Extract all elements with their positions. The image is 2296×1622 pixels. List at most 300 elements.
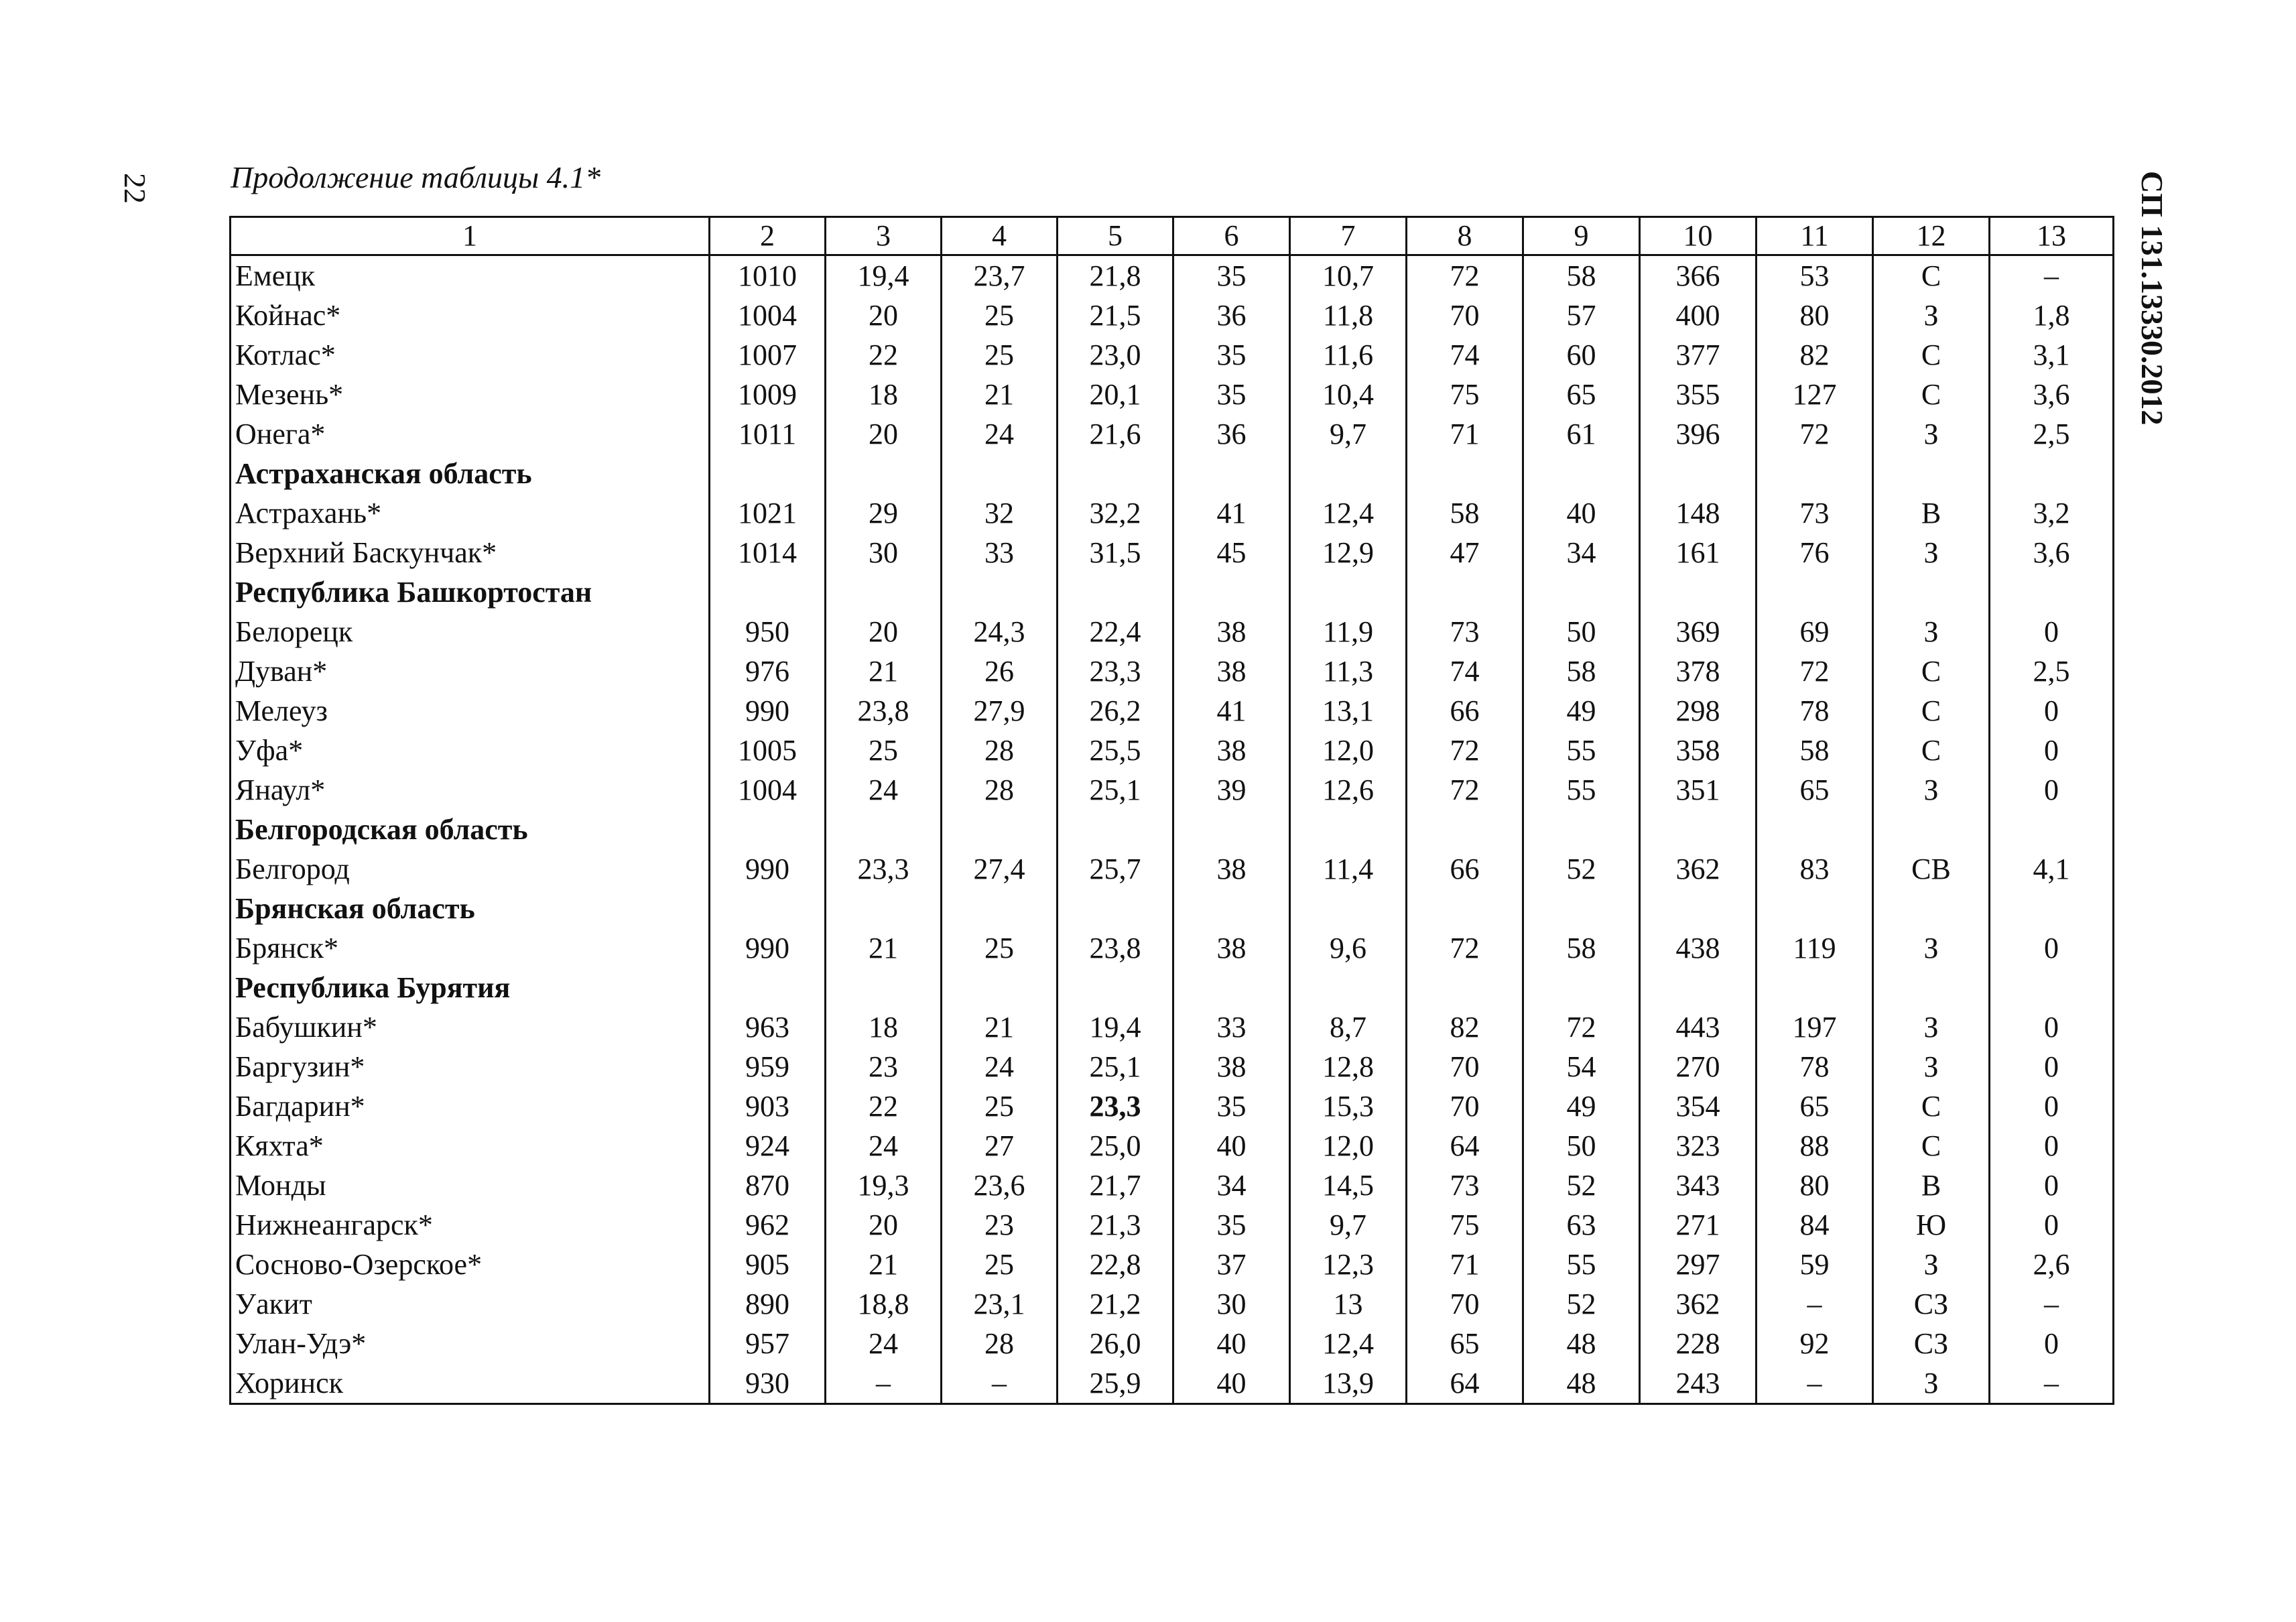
table-row (231, 1007, 2114, 1047)
cell-col-11 (1757, 889, 1873, 928)
cell-col-4: – (942, 1363, 1058, 1404)
table-row (231, 1126, 2114, 1166)
cell-col-12: С (1873, 375, 1990, 414)
cell-col-5: 21,6 (1058, 414, 1173, 454)
region-name: Астраханская область (231, 454, 710, 493)
cell-col-3: 23,3 (826, 849, 942, 889)
cell-col-10: 228 (1640, 1324, 1757, 1363)
cell-col-9: 49 (1523, 1086, 1640, 1126)
cell-col-12: З (1873, 1047, 1990, 1086)
cell-col-11: 73 (1757, 493, 1873, 533)
cell-col-6: 36 (1173, 296, 1290, 335)
cell-col-7: 10,4 (1290, 375, 1407, 414)
station-name: Баргузин* (231, 1047, 710, 1086)
cell-col-7: 12,0 (1290, 731, 1407, 770)
column-header-4: 4 (942, 217, 1058, 255)
cell-col-6: 35 (1173, 335, 1290, 375)
cell-col-2 (710, 810, 826, 849)
cell-col-9 (1523, 454, 1640, 493)
cell-col-6 (1173, 572, 1290, 612)
cell-col-8: 70 (1407, 296, 1523, 335)
table-row (231, 1363, 2114, 1404)
cell-col-2: 870 (710, 1166, 826, 1205)
cell-col-4 (942, 810, 1058, 849)
table-caption: Продолжение таблицы 4.1* (231, 160, 601, 194)
cell-col-3: 20 (826, 612, 942, 651)
cell-col-4: 23,6 (942, 1166, 1058, 1205)
cell-col-3: 20 (826, 296, 942, 335)
cell-col-8: 64 (1407, 1126, 1523, 1166)
cell-col-13: – (1990, 255, 2114, 296)
cell-col-7: 9,7 (1290, 1205, 1407, 1245)
cell-col-3: 22 (826, 335, 942, 375)
cell-col-2: 1005 (710, 731, 826, 770)
cell-col-10: 378 (1640, 651, 1757, 691)
cell-col-5: 22,4 (1058, 612, 1173, 651)
cell-col-2: 1004 (710, 770, 826, 810)
cell-col-3: 18 (826, 375, 942, 414)
cell-col-5: 23,3 (1058, 1086, 1173, 1126)
cell-col-7: 8,7 (1290, 1007, 1407, 1047)
cell-col-12: С (1873, 1126, 1990, 1166)
cell-col-11 (1757, 968, 1873, 1007)
cell-col-3: 29 (826, 493, 942, 533)
station-name: Улан-Удэ* (231, 1324, 710, 1363)
cell-col-11: – (1757, 1284, 1873, 1324)
cell-col-5 (1058, 889, 1173, 928)
cell-col-13: 0 (1990, 1047, 2114, 1086)
cell-col-9: 58 (1523, 928, 1640, 968)
cell-col-13: 0 (1990, 1205, 2114, 1245)
cell-col-7: 11,9 (1290, 612, 1407, 651)
table-row (231, 651, 2114, 691)
cell-col-2: 957 (710, 1324, 826, 1363)
cell-col-2 (710, 572, 826, 612)
cell-col-2: 990 (710, 849, 826, 889)
station-name: Сосново-Озерское* (231, 1245, 710, 1284)
column-header-9: 9 (1523, 217, 1640, 255)
cell-col-13: 2,6 (1990, 1245, 2114, 1284)
cell-col-10: 243 (1640, 1363, 1757, 1404)
cell-col-4: 25 (942, 1245, 1058, 1284)
cell-col-6 (1173, 968, 1290, 1007)
cell-col-10 (1640, 572, 1757, 612)
cell-col-12: С (1873, 1086, 1990, 1126)
cell-col-6: 33 (1173, 1007, 1290, 1047)
cell-col-8: 70 (1407, 1284, 1523, 1324)
cell-col-5: 21,7 (1058, 1166, 1173, 1205)
cell-col-8: 75 (1407, 1205, 1523, 1245)
cell-col-13: 1,8 (1990, 296, 2114, 335)
cell-col-8: 71 (1407, 414, 1523, 454)
cell-col-8: 71 (1407, 1245, 1523, 1284)
station-name: Белгород (231, 849, 710, 889)
table-row (231, 1047, 2114, 1086)
table-row (231, 731, 2114, 770)
cell-col-10: 161 (1640, 533, 1757, 572)
table-row (231, 691, 2114, 731)
column-header-12: 12 (1873, 217, 1990, 255)
cell-col-8: 75 (1407, 375, 1523, 414)
climate-data-table (229, 216, 2114, 1405)
cell-col-5 (1058, 968, 1173, 1007)
region-header-row (231, 968, 2114, 1007)
cell-col-7 (1290, 810, 1407, 849)
cell-col-8: 74 (1407, 651, 1523, 691)
cell-col-10: 351 (1640, 770, 1757, 810)
cell-col-3: 21 (826, 651, 942, 691)
cell-col-6: 35 (1173, 255, 1290, 296)
cell-col-9: 52 (1523, 1166, 1640, 1205)
station-name: Брянск* (231, 928, 710, 968)
cell-col-2: 1007 (710, 335, 826, 375)
cell-col-13: 3,1 (1990, 335, 2114, 375)
station-name: Уфа* (231, 731, 710, 770)
cell-col-10: 362 (1640, 1284, 1757, 1324)
cell-col-9: 57 (1523, 296, 1640, 335)
cell-col-13: 4,1 (1990, 849, 2114, 889)
cell-col-7: 13,1 (1290, 691, 1407, 731)
station-name: Мелеуз (231, 691, 710, 731)
cell-col-11: 72 (1757, 651, 1873, 691)
cell-col-8: 74 (1407, 335, 1523, 375)
cell-col-11: 88 (1757, 1126, 1873, 1166)
cell-col-4: 28 (942, 1324, 1058, 1363)
cell-col-8 (1407, 968, 1523, 1007)
region-name: Белгородская область (231, 810, 710, 849)
cell-col-9 (1523, 889, 1640, 928)
cell-col-5: 21,3 (1058, 1205, 1173, 1245)
cell-col-10: 354 (1640, 1086, 1757, 1126)
cell-col-11: 65 (1757, 1086, 1873, 1126)
cell-col-6 (1173, 454, 1290, 493)
table-row (231, 928, 2114, 968)
cell-col-3: 24 (826, 770, 942, 810)
cell-col-4: 24 (942, 414, 1058, 454)
cell-col-10: 443 (1640, 1007, 1757, 1047)
cell-col-12 (1873, 454, 1990, 493)
cell-col-5: 31,5 (1058, 533, 1173, 572)
cell-col-6: 40 (1173, 1324, 1290, 1363)
cell-col-11: 78 (1757, 1047, 1873, 1086)
cell-col-6: 39 (1173, 770, 1290, 810)
cell-col-4 (942, 968, 1058, 1007)
cell-col-9: 52 (1523, 849, 1640, 889)
cell-col-6: 30 (1173, 1284, 1290, 1324)
cell-col-9: 65 (1523, 375, 1640, 414)
cell-col-8: 47 (1407, 533, 1523, 572)
cell-col-2: 930 (710, 1363, 826, 1404)
cell-col-13 (1990, 810, 2114, 849)
cell-col-13 (1990, 572, 2114, 612)
cell-col-4: 24 (942, 1047, 1058, 1086)
region-header-row (231, 889, 2114, 928)
cell-col-13: 0 (1990, 1126, 2114, 1166)
cell-col-12: З (1873, 296, 1990, 335)
cell-col-12: С (1873, 731, 1990, 770)
cell-col-3: 21 (826, 1245, 942, 1284)
cell-col-5: 19,4 (1058, 1007, 1173, 1047)
table-row (231, 533, 2114, 572)
cell-col-9: 55 (1523, 770, 1640, 810)
cell-col-10: 297 (1640, 1245, 1757, 1284)
cell-col-11: 78 (1757, 691, 1873, 731)
cell-col-13: 0 (1990, 691, 2114, 731)
table-row (231, 1205, 2114, 1245)
cell-col-4: 23,7 (942, 255, 1058, 296)
cell-col-13 (1990, 454, 2114, 493)
cell-col-12 (1873, 968, 1990, 1007)
cell-col-13: 0 (1990, 1086, 2114, 1126)
table-row (231, 255, 2114, 296)
cell-col-4: 28 (942, 770, 1058, 810)
table-row (231, 335, 2114, 375)
cell-col-4: 28 (942, 731, 1058, 770)
cell-col-3: 24 (826, 1324, 942, 1363)
cell-col-11: 76 (1757, 533, 1873, 572)
cell-col-4: 25 (942, 296, 1058, 335)
cell-col-4: 26 (942, 651, 1058, 691)
cell-col-12: С (1873, 255, 1990, 296)
region-name: Брянская область (231, 889, 710, 928)
cell-col-13: 3,2 (1990, 493, 2114, 533)
cell-col-11: 83 (1757, 849, 1873, 889)
cell-col-2 (710, 889, 826, 928)
cell-col-6: 41 (1173, 691, 1290, 731)
cell-col-13: 0 (1990, 1166, 2114, 1205)
cell-col-13 (1990, 968, 2114, 1007)
cell-col-7: 11,8 (1290, 296, 1407, 335)
cell-col-4 (942, 889, 1058, 928)
column-header-3: 3 (826, 217, 942, 255)
cell-col-12: СЗ (1873, 1324, 1990, 1363)
cell-col-5: 20,1 (1058, 375, 1173, 414)
cell-col-11: 59 (1757, 1245, 1873, 1284)
cell-col-6: 45 (1173, 533, 1290, 572)
cell-col-9: 63 (1523, 1205, 1640, 1245)
cell-col-5: 32,2 (1058, 493, 1173, 533)
cell-col-9: 49 (1523, 691, 1640, 731)
cell-col-3: 24 (826, 1126, 942, 1166)
cell-col-5: 21,5 (1058, 296, 1173, 335)
cell-col-5: 21,2 (1058, 1284, 1173, 1324)
table-row (231, 770, 2114, 810)
table-row (231, 612, 2114, 651)
cell-col-5: 23,0 (1058, 335, 1173, 375)
cell-col-9 (1523, 810, 1640, 849)
header-row (231, 217, 2114, 255)
cell-col-12 (1873, 810, 1990, 849)
cell-col-2: 963 (710, 1007, 826, 1047)
cell-col-10: 366 (1640, 255, 1757, 296)
table-row (231, 375, 2114, 414)
cell-col-3: 30 (826, 533, 942, 572)
cell-col-7: 15,3 (1290, 1086, 1407, 1126)
cell-col-5: 25,9 (1058, 1363, 1173, 1404)
cell-col-6 (1173, 889, 1290, 928)
cell-col-10 (1640, 889, 1757, 928)
cell-col-12: С (1873, 651, 1990, 691)
table-header (231, 217, 2114, 255)
cell-col-5: 25,7 (1058, 849, 1173, 889)
cell-col-6: 38 (1173, 928, 1290, 968)
cell-col-6: 35 (1173, 1205, 1290, 1245)
column-header-2: 2 (710, 217, 826, 255)
cell-col-6: 40 (1173, 1363, 1290, 1404)
cell-col-3: – (826, 1363, 942, 1404)
cell-col-3 (826, 810, 942, 849)
cell-col-12: С (1873, 691, 1990, 731)
cell-col-13: 0 (1990, 770, 2114, 810)
cell-col-2: 1014 (710, 533, 826, 572)
cell-col-7: 12,0 (1290, 1126, 1407, 1166)
station-name: Нижнеангарск* (231, 1205, 710, 1245)
cell-col-4: 27 (942, 1126, 1058, 1166)
cell-col-11 (1757, 454, 1873, 493)
cell-col-13: 2,5 (1990, 414, 2114, 454)
cell-col-3: 25 (826, 731, 942, 770)
cell-col-9: 34 (1523, 533, 1640, 572)
cell-col-2: 1004 (710, 296, 826, 335)
cell-col-2 (710, 968, 826, 1007)
cell-col-9: 54 (1523, 1047, 1640, 1086)
cell-col-9: 58 (1523, 255, 1640, 296)
region-name: Республика Бурятия (231, 968, 710, 1007)
cell-col-8: 66 (1407, 691, 1523, 731)
cell-col-7: 14,5 (1290, 1166, 1407, 1205)
cell-col-11: 80 (1757, 1166, 1873, 1205)
cell-col-6: 37 (1173, 1245, 1290, 1284)
cell-col-10: 396 (1640, 414, 1757, 454)
cell-col-7: 13,9 (1290, 1363, 1407, 1404)
cell-col-10: 271 (1640, 1205, 1757, 1245)
cell-col-12: С (1873, 335, 1990, 375)
cell-col-5: 21,8 (1058, 255, 1173, 296)
page-number: 22 (118, 173, 152, 204)
cell-col-7: 12,4 (1290, 1324, 1407, 1363)
station-name: Кяхта* (231, 1126, 710, 1166)
cell-col-5 (1058, 454, 1173, 493)
cell-col-10 (1640, 968, 1757, 1007)
column-header-6: 6 (1173, 217, 1290, 255)
cell-col-12 (1873, 572, 1990, 612)
cell-col-3: 23,8 (826, 691, 942, 731)
cell-col-12: З (1873, 928, 1990, 968)
cell-col-4: 24,3 (942, 612, 1058, 651)
cell-col-5: 22,8 (1058, 1245, 1173, 1284)
cell-col-3 (826, 454, 942, 493)
cell-col-2: 959 (710, 1047, 826, 1086)
cell-col-11: 82 (1757, 335, 1873, 375)
cell-col-11: 127 (1757, 375, 1873, 414)
cell-col-9: 60 (1523, 335, 1640, 375)
cell-col-4: 25 (942, 928, 1058, 968)
cell-col-6: 38 (1173, 612, 1290, 651)
cell-col-10: 148 (1640, 493, 1757, 533)
station-name: Койнас* (231, 296, 710, 335)
cell-col-11: 65 (1757, 770, 1873, 810)
cell-col-5: 26,2 (1058, 691, 1173, 731)
cell-col-6: 38 (1173, 651, 1290, 691)
cell-col-12: В (1873, 493, 1990, 533)
cell-col-8: 82 (1407, 1007, 1523, 1047)
cell-col-7: 12,8 (1290, 1047, 1407, 1086)
cell-col-4: 32 (942, 493, 1058, 533)
cell-col-13 (1990, 889, 2114, 928)
cell-col-11: – (1757, 1363, 1873, 1404)
cell-col-13: 0 (1990, 612, 2114, 651)
table-row (231, 1086, 2114, 1126)
cell-col-12: Ю (1873, 1205, 1990, 1245)
cell-col-8: 72 (1407, 770, 1523, 810)
region-header-row (231, 454, 2114, 493)
cell-col-7: 11,4 (1290, 849, 1407, 889)
cell-col-9: 50 (1523, 1126, 1640, 1166)
cell-col-8 (1407, 572, 1523, 612)
cell-col-9: 61 (1523, 414, 1640, 454)
cell-col-7: 12,4 (1290, 493, 1407, 533)
table-row (231, 296, 2114, 335)
station-name: Хоринск (231, 1363, 710, 1404)
cell-col-2: 905 (710, 1245, 826, 1284)
station-name: Мезень* (231, 375, 710, 414)
cell-col-11: 84 (1757, 1205, 1873, 1245)
cell-col-8 (1407, 889, 1523, 928)
cell-col-13: 3,6 (1990, 375, 2114, 414)
cell-col-8: 65 (1407, 1324, 1523, 1363)
table-row (231, 1245, 2114, 1284)
cell-col-8: 58 (1407, 493, 1523, 533)
cell-col-8: 64 (1407, 1363, 1523, 1404)
cell-col-13: 0 (1990, 1324, 2114, 1363)
cell-col-12: СВ (1873, 849, 1990, 889)
cell-col-9: 55 (1523, 1245, 1640, 1284)
cell-col-11: 197 (1757, 1007, 1873, 1047)
cell-col-9: 40 (1523, 493, 1640, 533)
cell-col-12: З (1873, 612, 1990, 651)
cell-col-3: 19,4 (826, 255, 942, 296)
cell-col-6: 36 (1173, 414, 1290, 454)
cell-col-4: 27,9 (942, 691, 1058, 731)
cell-col-5: 23,8 (1058, 928, 1173, 968)
cell-col-8: 72 (1407, 928, 1523, 968)
cell-col-4: 23 (942, 1205, 1058, 1245)
cell-col-10: 377 (1640, 335, 1757, 375)
cell-col-7 (1290, 968, 1407, 1007)
station-name: Бабушкин* (231, 1007, 710, 1047)
table-row (231, 1284, 2114, 1324)
cell-col-3: 23 (826, 1047, 942, 1086)
station-name: Дуван* (231, 651, 710, 691)
cell-col-5 (1058, 810, 1173, 849)
cell-col-10: 358 (1640, 731, 1757, 770)
cell-col-10 (1640, 454, 1757, 493)
cell-col-13: 0 (1990, 928, 2114, 968)
cell-col-2: 924 (710, 1126, 826, 1166)
cell-col-2: 990 (710, 691, 826, 731)
cell-col-5: 25,0 (1058, 1126, 1173, 1166)
cell-col-6: 35 (1173, 1086, 1290, 1126)
cell-col-5: 25,1 (1058, 1047, 1173, 1086)
cell-col-6 (1173, 810, 1290, 849)
cell-col-2: 1010 (710, 255, 826, 296)
cell-col-2: 903 (710, 1086, 826, 1126)
cell-col-6: 40 (1173, 1126, 1290, 1166)
cell-col-8: 73 (1407, 1166, 1523, 1205)
column-header-1: 1 (231, 217, 710, 255)
cell-col-12: З (1873, 533, 1990, 572)
station-name: Онега* (231, 414, 710, 454)
